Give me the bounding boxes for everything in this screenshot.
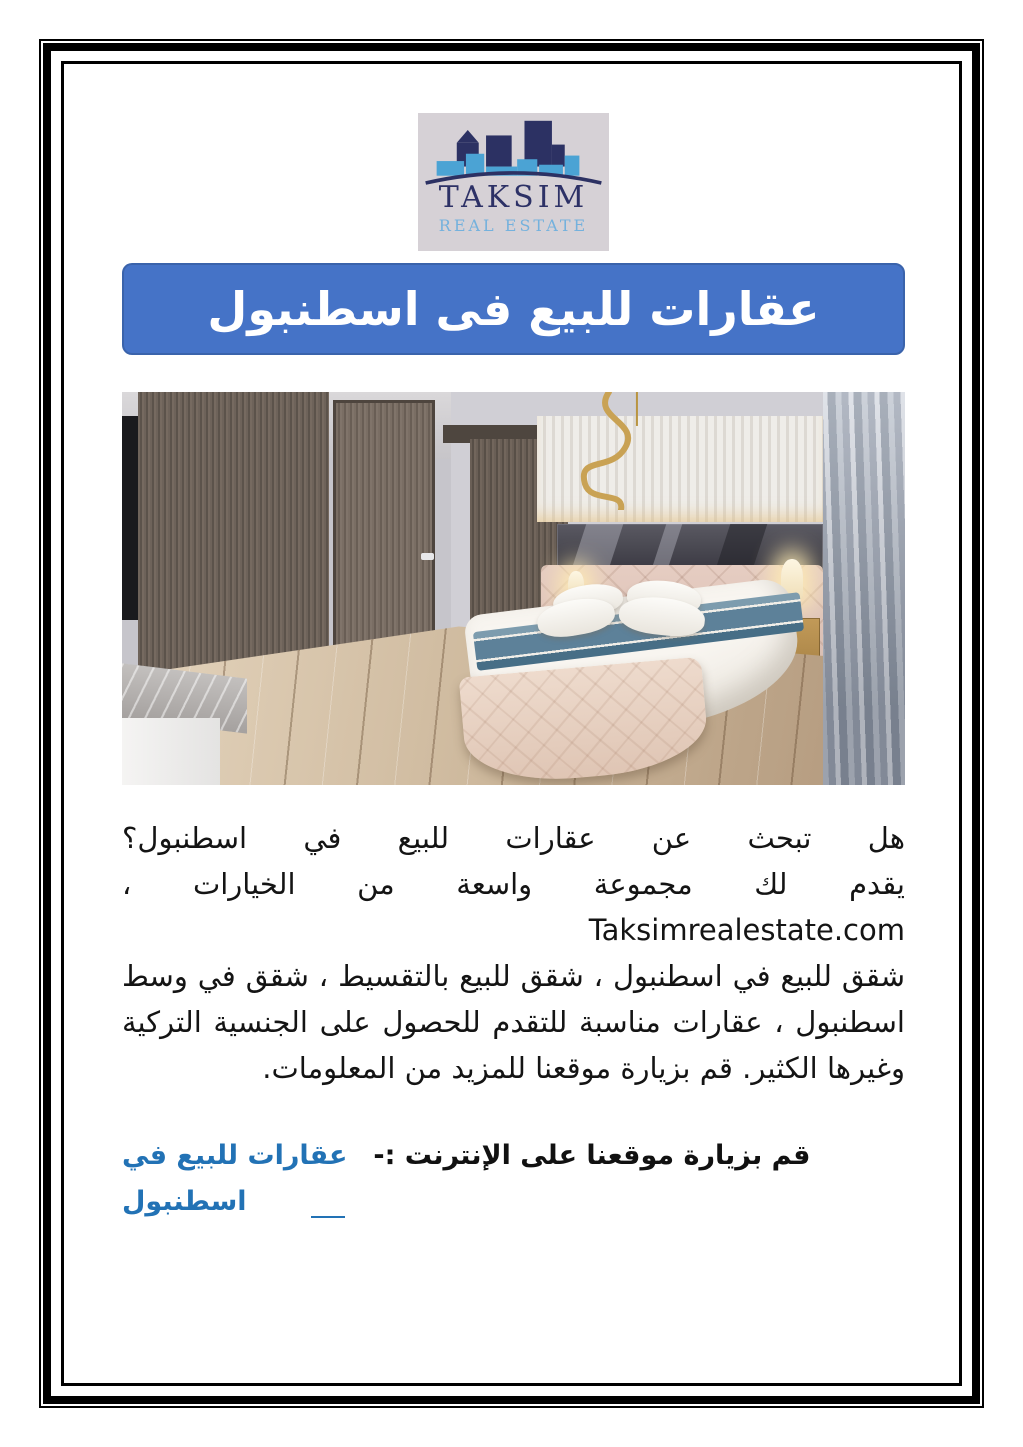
paragraph-line: وغيرها الكثير. قم بزيارة موقعنا للمزيد من المعلومات. [262,1051,905,1085]
paragraph-line: شقق للبيع في اسطنبول ، شقق للبيع بالتقسيط ، شقق في وسط [122,959,905,993]
logo-subtitle: REAL ESTATE [438,216,589,235]
paragraph-line: اسطنبول ، عقارات مناسبة للتقدم للحصول على الجنسية التركية [122,1005,905,1039]
photo-tv-edge [122,416,139,620]
photo-door-handle [421,553,434,560]
title-banner [122,263,905,355]
logo-skyline-icon [422,117,605,185]
website-link[interactable]: عقارات للبيع في اسطنبول [122,1140,348,1217]
cta-label: قم بزيارة موقعنا على الإنترنت :- [373,1140,811,1171]
content-column [122,65,905,1225]
cta-line [122,1133,905,1225]
photo-pendant-lamp [529,392,717,510]
photo-counter-front [122,718,220,785]
company-logo [418,113,609,251]
paragraph-line: هل تبحث عن عقارات للبيع في اسطنبول؟ [122,821,905,855]
photo-curtain [823,392,905,785]
bedroom-photo [122,392,905,785]
paragraph-line: يقدم لك مجموعة واسعة من الخيارات ، Taksimrealestate.com [122,867,905,947]
body-paragraph [122,815,905,1091]
logo-title: TAKSIM [438,180,589,215]
page-title: عقارات للبيع فى اسطنبول [207,282,820,336]
